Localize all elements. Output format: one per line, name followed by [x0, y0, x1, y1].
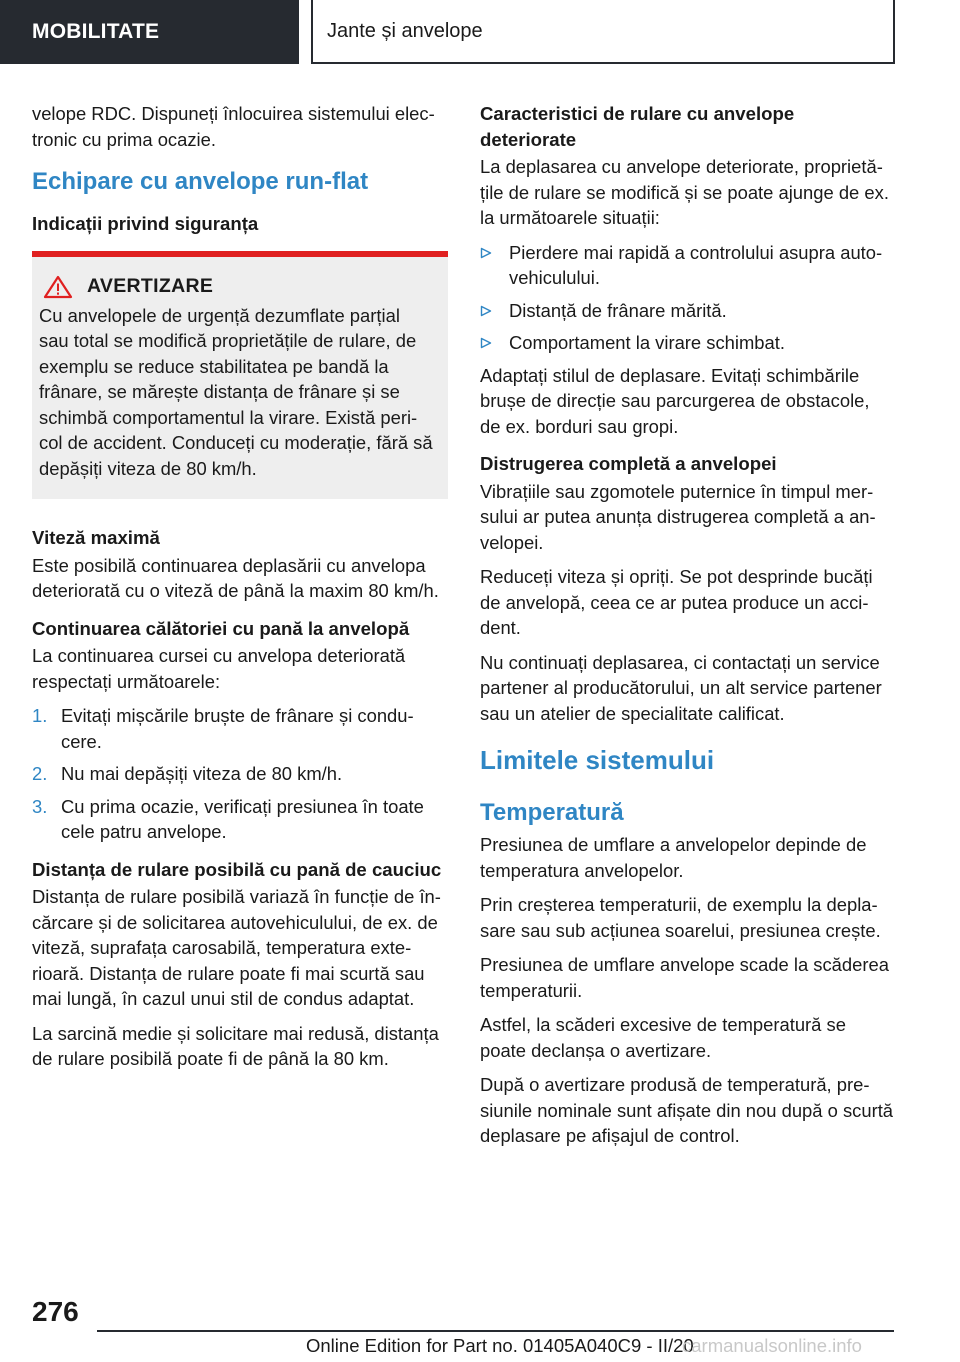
triangle-bullet-icon [480, 305, 492, 317]
temperature-text: După o avertizare produsă de temperatură, presiunile nominale sunt afișate din nou după o scurtă deplasare pe afișajul de control. [480, 1074, 894, 1146]
speed-text: Este posibilă continuarea deplasării cu anvelopa deteriorată cu o viteză de până la maxim 80 km/h. [32, 554, 439, 601]
section-tab: MOBILITATE [0, 0, 299, 64]
section-title: Echipare cu anvelope run-flat [32, 168, 369, 195]
list-item [480, 298, 895, 324]
warning-text: Cu anvelopele de urgență dezumflate parțial sau total se modifică proprietățile de rulare, de exemplu se reduce stabilitatea pe bandă la frânare, se mărește distanța de frânare și se schimbă comportamentul la virare. Există pericol de accident. Conduceți cu moderație, fără să depășiți viteza de 80 km/h. [39, 304, 433, 479]
adapt-text: Adaptați stilul de deplasare. Evitați schimbările brușe de direcție sau parcurgerea de obstacole, de ex. borduri sau gropi. [480, 364, 870, 437]
destroy-heading: Distrugerea completă a anvelopei [480, 453, 777, 474]
safety-heading: Indicații privind siguranța [32, 213, 259, 234]
distance-heading: Distanța de rulare posibilă cu pană de cauciuc [32, 858, 442, 880]
list-item [32, 703, 448, 754]
step-text: Evitați mișcările bruște de frânare și conducere. [61, 705, 414, 752]
bullet-list [480, 240, 895, 356]
driving-text: La deplasarea cu anvelope deteriorate, proprietățile de rulare se modifică și se poate ajunge de ex. la următoarele situații: [480, 156, 889, 228]
footer-divider [97, 1330, 894, 1332]
right-column [480, 101, 895, 1158]
step-text: Nu mai depășiți viteza de 80 km/h. [61, 763, 343, 784]
list-item [32, 794, 448, 845]
step-number: 1. [32, 705, 48, 726]
intro-text: velope RDC. Dispuneți înlocuirea sistemului electronic cu prima ocazie. [32, 103, 435, 150]
temperature-text: Presiunea de umflare anvelope scade la scăderea temperaturii. [480, 954, 889, 1001]
limits-title: Limitele sistemului [480, 745, 715, 775]
continue-text: La continuarea cursei cu anvelopa deteriorată respectați următoarele: [32, 645, 406, 692]
destroy-text: Vibrațiile sau zgomotele puternice în timpul mersului ar putea anunța distrugerea completă a anvelopei. [480, 480, 876, 553]
warning-title: AVERTIZARE [87, 275, 214, 297]
list-item [32, 761, 448, 787]
bullet-text: Comportament la virare schimbat. [509, 332, 785, 353]
left-column [32, 101, 448, 1081]
chapter-title: Jante și anvelope [311, 0, 895, 64]
triangle-bullet-icon [480, 337, 492, 349]
list-item [480, 330, 895, 356]
edition-text: Online Edition for Part no. 01405A040C9 - II/20 [306, 1335, 694, 1356]
distance-text: La sarcină medie și solicitare mai redusă, distanța de rulare posibilă poate fi de până la 80 km. [32, 1022, 439, 1069]
temperature-text: Presiunea de umflare a anvelopelor depinde de temperatura anvelopelor. [480, 834, 867, 881]
list-item [480, 240, 895, 291]
speed-heading: Viteză maximă [32, 527, 160, 548]
step-number: 3. [32, 795, 48, 817]
page-number: 276 [32, 1296, 79, 1327]
step-text: Cu prima ocazie, verificați presiunea în toate cele patru anvelope. [61, 795, 424, 842]
distance-text: Distanța de rulare posibilă variază în funcție de încărcare și de solicitarea autovehiculului, de ex. de viteză, suprafața carosabilă, temperatura exterioară. Distanța de rulare poate fi mai scurtă sau mai lungă, în cazul unui stil de condus adaptat. [32, 886, 441, 1009]
temperature-title: Temperatură [480, 799, 624, 826]
destroy-text: Reduceți viteza și opriți. Se pot desprinde bucăți de anvelopă, ceea ce ar putea produce un accident. [480, 566, 873, 638]
watermark-text: carmanualsonline.info [682, 1335, 862, 1356]
page-header [0, 0, 960, 66]
bullet-text: Pierdere mai rapidă a controlului asupra autovehiculului. [509, 241, 883, 288]
triangle-bullet-icon [480, 247, 492, 259]
driving-heading: Caracteristici de rulare cu anvelope deteriorate [480, 103, 795, 150]
warning-box [32, 251, 448, 500]
temperature-text: Prin creșterea temperaturii, de exemplu la deplasare sau sub acțiunea soarelui, presiunea crește. [480, 894, 881, 941]
steps-list [32, 703, 448, 845]
continue-heading: Continuarea călătoriei cu pană la anvelopă [32, 617, 410, 639]
bullet-text: Distanță de frânare mărită. [509, 299, 727, 321]
step-number: 2. [32, 763, 48, 784]
destroy-text: Nu continuați deplasarea, ci contactați un service partener al producătorului, un alt service partener sau un atelier de specialitate calificat. [480, 651, 882, 724]
warning-triangle-icon [43, 275, 73, 299]
temperature-text: Astfel, la scăderi excesive de temperatură se poate declanșa o avertizare. [480, 1014, 846, 1061]
warning-header [39, 275, 434, 299]
